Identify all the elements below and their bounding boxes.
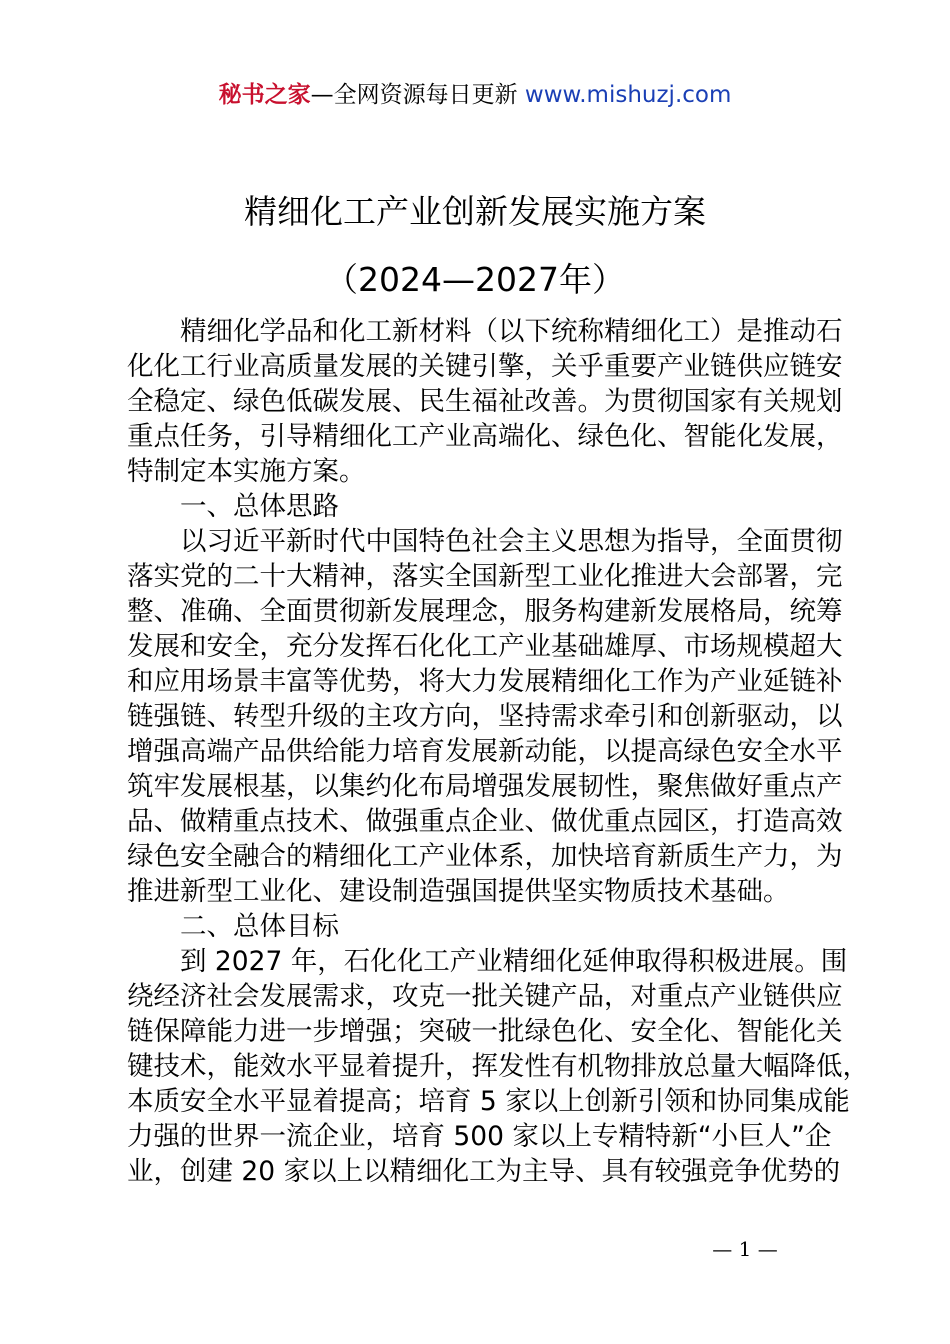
body-line: 重点任务，引导精细化工产业高端化、绿色化、智能化发展，: [127, 421, 843, 452]
site-url-link[interactable]: www.mishuzj.com: [524, 82, 732, 108]
body-line: 链保障能力进一步增强；突破一批绿色化、安全化、智能化关: [127, 1016, 843, 1047]
body-line: 和应用场景丰富等优势，将大力发展精细化工作为产业延链补: [127, 666, 843, 697]
body-line: 本质安全水平显着提高；培育 5 家以上创新引领和协同集成能: [127, 1086, 850, 1117]
body-line: 精细化学品和化工新材料（以下统称精细化工）是推动石: [127, 316, 843, 347]
body-line: 全稳定、绿色低碳发展、民生福祉改善。为贯彻国家有关规划: [127, 386, 843, 417]
body-line: 推进新型工业化、建设制造强国提供坚实物质技术基础。: [127, 876, 790, 907]
body-line: 发展和安全，充分发挥石化化工产业基础雄厚、市场规模超大: [127, 631, 843, 662]
body-line: 品、做精重点技术、做强重点企业、做优重点园区，打造高效: [127, 806, 843, 837]
body-line: 化化工行业高质量发展的关键引擎，关乎重要产业链供应链安: [127, 351, 843, 382]
page-number: — 1 —: [712, 1237, 778, 1261]
site-tagline: —全网资源每日更新: [310, 82, 525, 108]
body-line: 特制定本实施方案。: [127, 456, 366, 487]
body-line: 力强的世界一流企业，培育 500 家以上专精特新“小巨人”企: [127, 1121, 832, 1152]
body-line: 链强链、转型升级的主攻方向，坚持需求牵引和创新驱动，以: [127, 701, 843, 732]
body-line: 落实党的二十大精神，落实全国新型工业化推进大会部署，完: [127, 561, 843, 592]
document-title: 精细化工产业创新发展实施方案: [244, 192, 706, 231]
section-heading: 二、总体目标: [127, 911, 339, 942]
body-line: 增强高端产品供给能力培育发展新动能，以提高绿色安全水平: [127, 736, 843, 767]
site-header: [0, 78, 950, 112]
body-line: 整、准确、全面贯彻新发展理念，服务构建新发展格局，统筹: [127, 596, 843, 627]
section-heading: 一、总体思路: [127, 491, 339, 522]
body-line: 键技术，能效水平显着提升，挥发性有机物排放总量大幅降低，: [127, 1051, 869, 1082]
body-line: 到 2027 年，石化化工产业精细化延伸取得积极进展。围: [127, 946, 848, 977]
document-body: [127, 314, 869, 1189]
body-line: 筑牢发展根基，以集约化布局增强发展韧性，聚焦做好重点产: [127, 771, 843, 802]
body-line: 绿色安全融合的精细化工产业体系，加快培育新质生产力，为: [127, 841, 843, 872]
body-line: 绕经济社会发展需求，攻克一批关键产品，对重点产业链供应: [127, 981, 843, 1012]
document-subtitle: （2024—2027年）: [325, 260, 625, 299]
site-brand: 秘书之家: [218, 82, 311, 108]
body-line: 以习近平新时代中国特色社会主义思想为指导，全面贯彻: [127, 526, 843, 557]
body-line: 业，创建 20 家以上以精细化工为主导、具有较强竞争优势的: [127, 1156, 841, 1187]
